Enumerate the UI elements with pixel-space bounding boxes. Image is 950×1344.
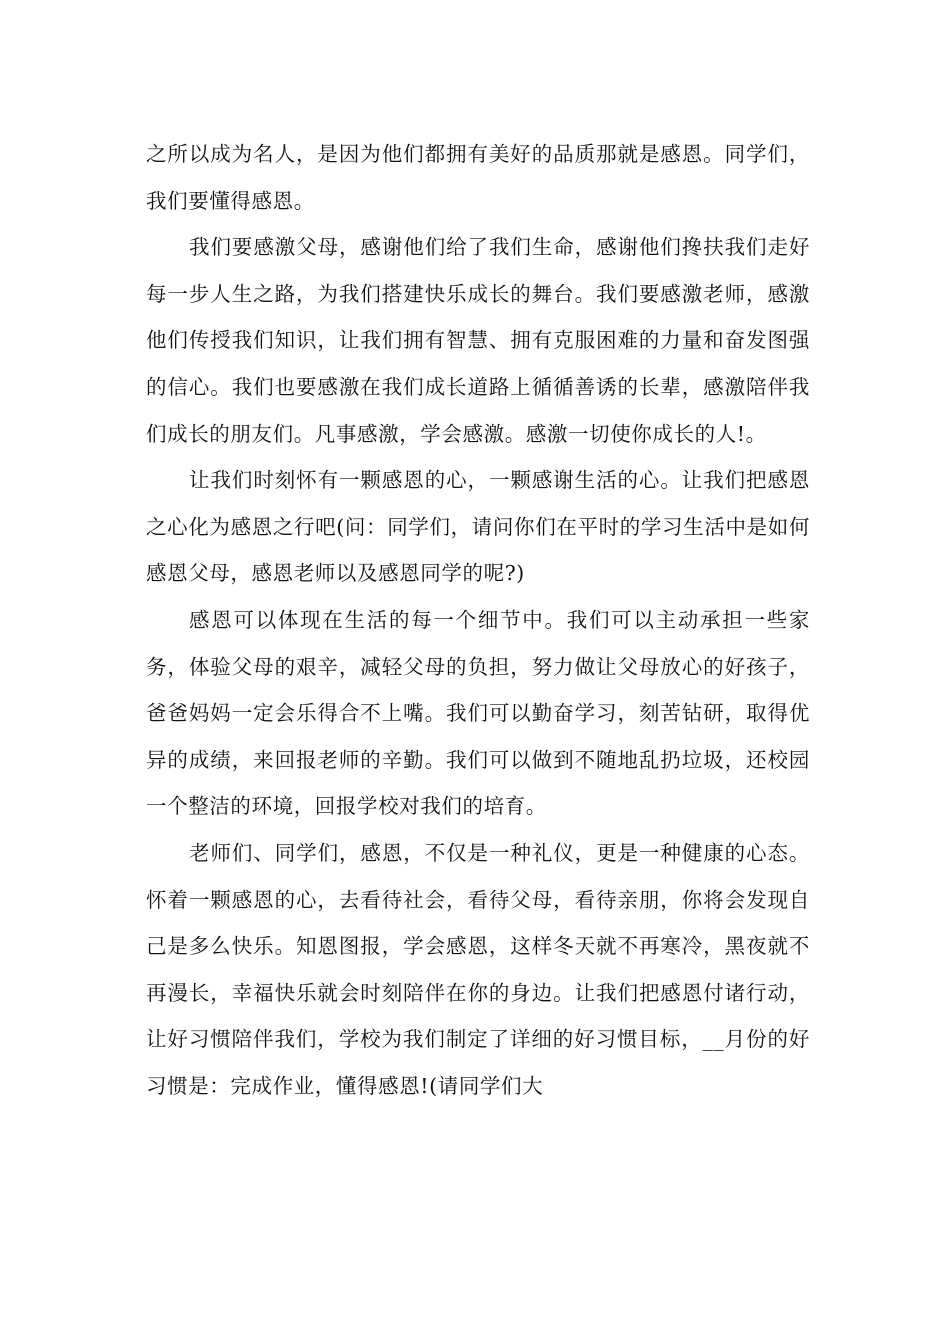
paragraph-4: 感恩可以体现在生活的每一个细节中。我们可以主动承担一些家务，体验父母的艰辛，减轻父母的负担，努力做让父母放心的好孩子，爸爸妈妈一定会乐得合不上嘴。我们可以勤奋学习，刻苦钻研，取得优异的成绩，来回报老师的辛勤。我们可以做到不随地乱扔垃圾，还校园一个整洁的环境，回报学校对我们的培育。: [146, 607, 810, 819]
paragraph-3: 让我们时刻怀有一颗感恩的心，一颗感谢生活的心。让我们把感恩之心化为感恩之行吧(问：同学们，请问你们在平时的学习生活中是如何感恩父母，感恩老师以及感恩同学的呢?): [146, 468, 810, 586]
paragraph-2: 我们要感激父母，感谢他们给了我们生命，感谢他们搀扶我们走好每一步人生之路，为我们搭建快乐成长的舞台。我们要感激老师，感激他们传授我们知识，让我们拥有智慧、拥有克服困难的力量和奋发图强的信心。我们也要感激在我们成长道路上循循善诱的长辈，感激陪伴我们成长的朋友们。凡事感激，学会感激。感激一切使你成长的人!。: [146, 235, 810, 446]
document-body: [146, 131, 810, 1109]
paragraph-5: 老师们、同学们，感恩，不仅是一种礼仪，更是一种健康的心态。怀着一颗感恩的心，去看待社会，看待父母，看待亲朋，你将会发现自己是多么快乐。知恩图报，学会感恩，这样冬天就不再寒冷，黑夜就不再漫长，幸福快乐就会时刻陪伴在你的身边。让我们把感恩付诸行动，让好习惯陪伴我们，学校为我们制定了详细的好习惯目标，__月份的好习惯是：完成作业，懂得感恩!(请同学们大: [146, 840, 810, 1098]
paragraph-1: 之所以成为名人，是因为他们都拥有美好的品质那就是感恩。同学们，我们要懂得感恩。: [146, 142, 810, 213]
